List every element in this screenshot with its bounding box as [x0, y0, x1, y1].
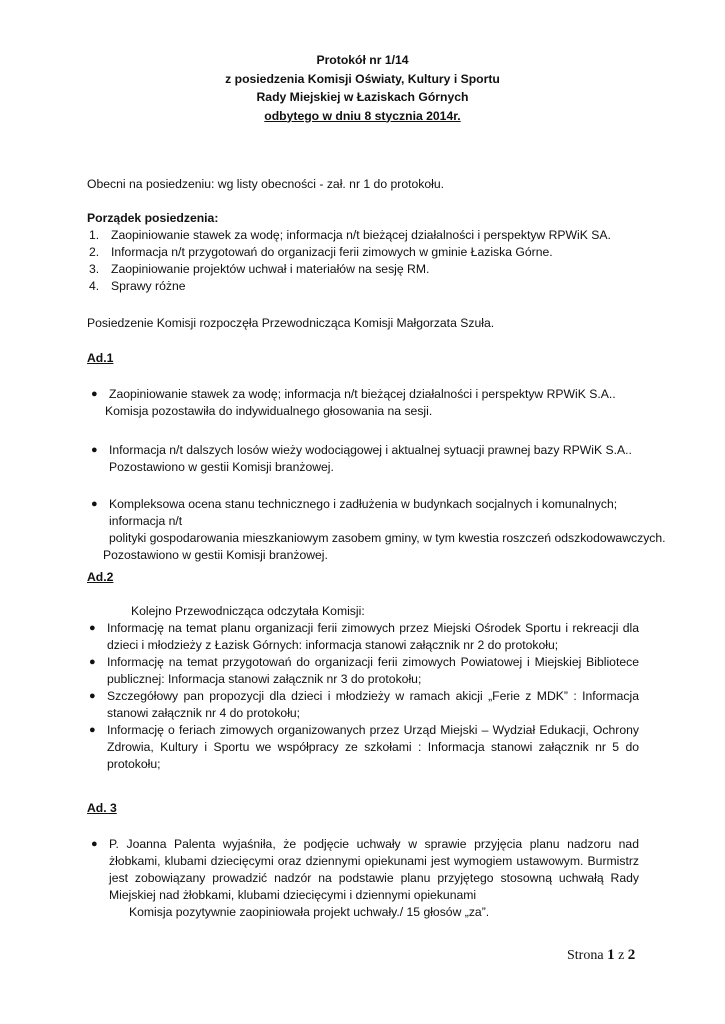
- ad1-bullet-2-text: Informacja n/t dalszych losów wieży wodociągowej i aktualnej sytuacji prawnej bazy RPWiK S.A..: [109, 443, 632, 457]
- page-label: Strona: [567, 948, 604, 963]
- ad2-item-text: Szczegółowy pan propozycji dla dzieci i młodzieży w ramach akicji „Ferie z MDK” : Informacja stanowi załącznik nr 4 do protokołu;: [107, 689, 639, 720]
- ad1-title: Ad.1: [87, 351, 114, 365]
- agenda-item-text: Zaopiniowanie projektów uchwał i materiałów na sesję RM.: [111, 262, 430, 276]
- bullet-icon: ●: [91, 444, 98, 456]
- ad3-note: Komisja pozytywnie zaopiniowała projekt uchwały./ 15 głosów „za”.: [129, 905, 490, 919]
- agenda-item-text: Zaopiniowanie stawek za wodę; informacja n/t bieżącej działalności i perspektyw RPWiK SA.: [111, 228, 611, 242]
- council-name: Rady Miejskiej w Łaziskach Górnych: [256, 90, 469, 104]
- agenda-list: [87, 227, 647, 295]
- bullet-icon: ●: [89, 656, 96, 668]
- agenda-title: Porządek posiedzenia:: [87, 211, 219, 225]
- bullet-icon: ●: [91, 838, 98, 850]
- bullet-icon: ●: [89, 622, 96, 634]
- bullet-icon: ●: [89, 724, 96, 736]
- document-header: [0, 51, 725, 125]
- agenda-item: [87, 278, 647, 295]
- ad3-bullet: [89, 836, 639, 921]
- page-total: 2: [627, 947, 636, 963]
- agenda-item: [87, 244, 647, 261]
- ad2-item-text: Informację na temat przygotowań do organizacji ferii zimowych Powiatowej i Miejskiej Bibliotece publicznej: Informacja stanowi załącznik nr 3 do protokołu;: [107, 655, 639, 686]
- ad2-item: [87, 722, 639, 773]
- bullet-icon: ●: [91, 498, 98, 510]
- ad1-bullet-3-note: Pozostawiono w gestii Komisji branżowej.: [103, 548, 328, 562]
- committee-name: z posiedzenia Komisji Oświaty, Kultury i Sportu: [225, 71, 500, 86]
- meeting-date: odbytego w dniu 8 stycznia 2014r.: [264, 108, 461, 123]
- agenda-item-number: 3.: [89, 262, 100, 276]
- ad2-item: [87, 688, 639, 722]
- agenda-item: [87, 227, 647, 244]
- agenda-item-text: Informacja n/t przygotowań do organizacji ferii zimowych w gminie Łaziska Górne.: [111, 245, 553, 259]
- bullet-icon: ●: [89, 690, 96, 702]
- ad1-bullet-1-note: Komisja pozostawiła do indywidualnego głosowania na sesji.: [105, 404, 433, 418]
- attendance-line: Obecni na posiedzeniu: wg listy obecności - zał. nr 1 do protokołu.: [87, 177, 445, 191]
- page-current: 1: [607, 947, 615, 963]
- ad1-bullet-2-note: Pozostawiono w gestii Komisji branżowej.: [109, 460, 334, 474]
- agenda-section: [87, 210, 647, 295]
- ad1-bullet-2: [89, 442, 649, 476]
- ad3-text: P. Joanna Palenta wyjaśniła, że podjęcie uchwały w sprawie przyjęcia planu nadzoru nad żłobkami, klubami dziecięcymi oraz dziennymi opiekunami jest wymogiem ustawowym. Burmistrz jest zobowiązany prowadzić nadzór na podstawie planu przyjętego stosowną uchwałą Rady Miejskiej nad żłobkami, klubami dziecięcymi i dziennymi opiekunami: [109, 837, 639, 902]
- ad1-bullet-3: [89, 496, 669, 564]
- ad1-bullet-3-text: Kompleksowa ocena stanu technicznego i zadłużenia w budynkach socjalnych i komunalnych; informacja n/t: [109, 497, 618, 528]
- agenda-item-number: 1.: [89, 228, 100, 242]
- bullet-icon: ●: [91, 388, 98, 400]
- agenda-item-number: 4.: [89, 279, 100, 293]
- page-footer: [567, 947, 635, 964]
- ad3-title: Ad. 3: [87, 801, 117, 815]
- agenda-item-number: 2.: [89, 245, 100, 259]
- agenda-item: [87, 261, 647, 278]
- opening-line: Posiedzenie Komisji rozpoczęła Przewodnicząca Komisji Małgorzata Szuła.: [87, 316, 495, 330]
- ad2-item-text: Informację o feriach zimowych organizowanych przez Urząd Miejski – Wydział Edukacji, Ochrony Zdrowia, Kultury i Sportu we współpracy ze szkołami : Informacja stanowi załącznik nr 5 do protokołu;: [107, 723, 639, 771]
- ad2-item-text: Informację na temat planu organizacji ferii zimowych przez Miejski Ośrodek Sportu i rekreacji dla dzieci i młodzieży z Łazisk Górnych: informacja stanowi załącznik nr 2 do protokołu;: [107, 621, 639, 652]
- ad2-list: [87, 620, 639, 773]
- ad2-item: [87, 654, 639, 688]
- protocol-number: Protokół nr 1/14: [316, 53, 409, 67]
- page-separator: z: [618, 948, 625, 963]
- ad1-bullet-1-text: Zaopiniowanie stawek za wodę; informacja n/t bieżącej działalności i perspektyw RPWiK S.A..: [109, 387, 616, 401]
- ad2-title: Ad.2: [87, 570, 114, 584]
- ad2-item: [87, 620, 639, 654]
- ad1-bullet-3-text-cont: polityki gospodarowania mieszkaniowym zasobem gminy, w tym kwestia roszczeń odszkodowawczych.: [109, 531, 666, 545]
- ad1-bullet-1: [89, 386, 649, 420]
- ad2-intro: Kolejno Przewodnicząca odczytała Komisji:: [131, 604, 365, 618]
- agenda-item-text: Sprawy różne: [111, 279, 186, 293]
